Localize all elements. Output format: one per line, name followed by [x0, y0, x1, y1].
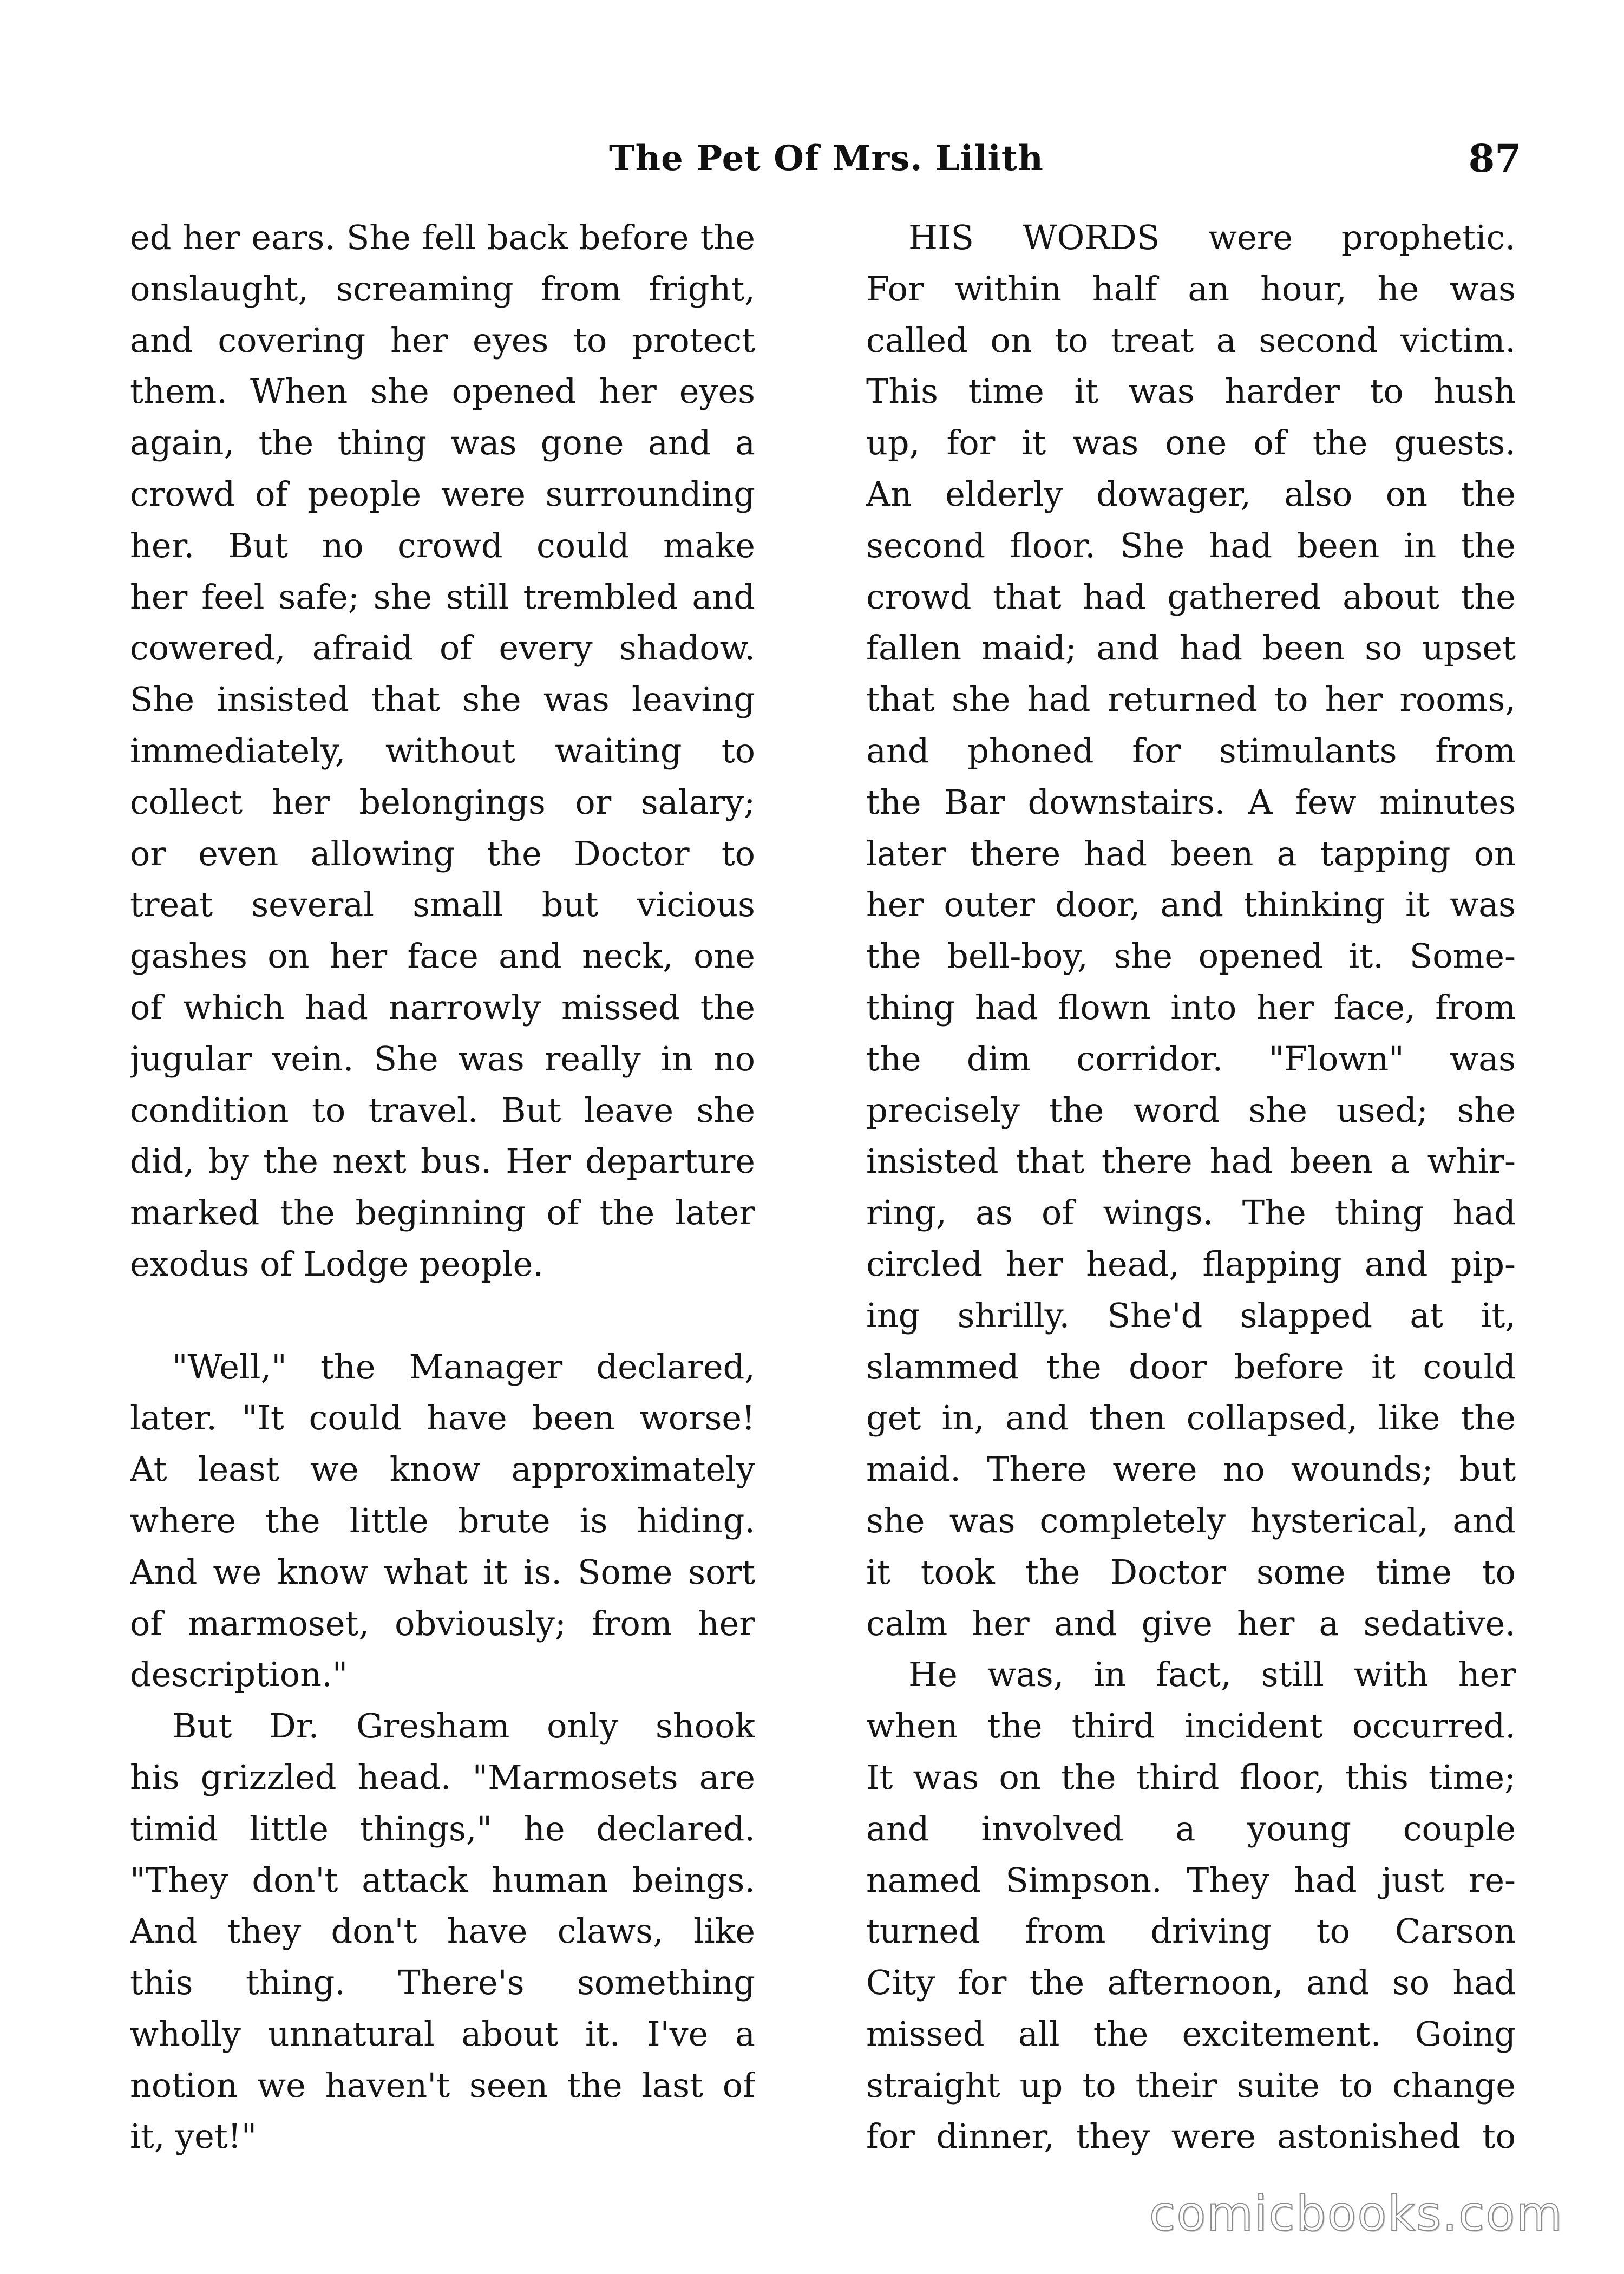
- text-line: This time it was harder to hush: [866, 371, 1516, 411]
- text-line: and involved a young couple: [866, 1808, 1516, 1848]
- text-line: thing had flown into her face, from: [866, 987, 1516, 1027]
- text-line: "Well," the Manager declared,: [172, 1347, 755, 1387]
- text-line: She insisted that she was leaving: [130, 679, 755, 720]
- text-line: her. But no crowd could make: [130, 525, 755, 565]
- text-line: get in, and then collapsed, like the: [866, 1398, 1516, 1438]
- text-line: City for the afternoon, and so had: [866, 1963, 1516, 2003]
- text-line: HIS WORDS were prophetic.: [908, 218, 1516, 257]
- running-title: The Pet Of Mrs. Lilith: [609, 138, 1044, 179]
- text-line: and phoned for stimulants from: [866, 730, 1516, 770]
- text-line: At least we know approximately: [130, 1449, 755, 1489]
- text-line: again, the thing was gone and a: [130, 423, 755, 463]
- text-line: And we know what it is. Some sort: [130, 1552, 755, 1592]
- text-line: circled her head, flapping and pip-: [866, 1244, 1516, 1284]
- text-line: crowd of people were surrounding: [130, 474, 755, 514]
- text-line: fallen maid; and had been so upset: [866, 628, 1516, 668]
- text-line: immediately, without waiting to: [130, 730, 755, 770]
- paragraph: [866, 1649, 1516, 2162]
- paragraph-gap: [130, 1290, 755, 1342]
- text-line: insisted that there had been a whir-: [866, 1141, 1516, 1181]
- text-line: or even allowing the Doctor to: [130, 833, 755, 873]
- text-line: maid. There were no wounds; but: [866, 1449, 1516, 1489]
- text-line: He was, in fact, still with her: [908, 1655, 1516, 1695]
- text-line: calm her and give her a sedative.: [866, 1603, 1516, 1643]
- text-line: treat several small but vicious: [130, 885, 755, 925]
- text-line: An elderly dowager, also on the: [866, 474, 1516, 514]
- paragraph: [866, 212, 1516, 1649]
- text-line: gashes on her face and neck, one: [130, 936, 755, 976]
- text-line: ed her ears. She fell back before the: [130, 218, 755, 257]
- text-line: his grizzled head. "Marmosets are: [130, 1757, 755, 1797]
- text-line: where the little brute is hiding.: [130, 1500, 755, 1540]
- text-line: collect her belongings or salary;: [130, 782, 755, 822]
- text-line: later there had been a tapping on: [866, 833, 1516, 873]
- text-line: "They don't attack human beings.: [130, 1860, 755, 1900]
- text-line: the dim corridor. "Flown" was: [866, 1038, 1516, 1079]
- text-line: called on to treat a second victim.: [866, 320, 1516, 360]
- text-line: precisely the word she used; she: [866, 1090, 1516, 1130]
- text-line: onslaught, screaming from fright,: [130, 269, 755, 309]
- right-text-column: [866, 212, 1516, 2162]
- text-line: did, by the next bus. Her departure: [130, 1141, 755, 1181]
- text-line: her outer door, and thinking it was: [866, 885, 1516, 925]
- paragraph: [130, 1342, 755, 1701]
- text-line: it took the Doctor some time to: [866, 1552, 1516, 1592]
- text-line: It was on the third floor, this time;: [866, 1757, 1516, 1797]
- text-line: of which had narrowly missed the: [130, 987, 755, 1027]
- text-line: timid little things," he declared.: [130, 1808, 755, 1848]
- text-line: she was completely hysterical, and: [866, 1500, 1516, 1540]
- page-number: 87: [1468, 136, 1521, 181]
- text-line: crowd that had gathered about the: [866, 577, 1516, 617]
- text-line: ing shrilly. She'd slapped at it,: [866, 1295, 1516, 1335]
- text-line: her feel safe; she still trembled and: [130, 577, 755, 617]
- text-line: later. "It could have been worse!: [130, 1398, 755, 1438]
- text-line: this thing. There's something: [130, 1963, 755, 2003]
- paragraph: [130, 212, 755, 1290]
- text-line: slammed the door before it could: [866, 1347, 1516, 1387]
- text-line: straight up to their suite to change: [866, 2065, 1516, 2105]
- text-line: wholly unnatural about it. I've a: [130, 2014, 755, 2054]
- text-line: And they don't have claws, like: [130, 1911, 755, 1951]
- text-line: jugular vein. She was really in no: [130, 1038, 755, 1079]
- text-line: notion we haven't seen the last of: [130, 2065, 755, 2105]
- site-watermark: comicbooks.com: [1149, 2186, 1563, 2242]
- text-line: of marmoset, obviously; from her: [130, 1603, 755, 1643]
- text-line: turned from driving to Carson: [866, 1911, 1516, 1951]
- paragraph: [130, 1701, 755, 2162]
- text-line: that she had returned to her rooms,: [866, 679, 1516, 720]
- text-line: up, for it was one of the guests.: [866, 423, 1516, 463]
- text-line: ring, as of wings. The thing had: [866, 1193, 1516, 1233]
- text-line: But Dr. Gresham only shook: [172, 1706, 755, 1746]
- text-line: the Bar downstairs. A few minutes: [866, 782, 1516, 822]
- text-line: marked the beginning of the later: [130, 1193, 755, 1233]
- text-line: it, yet!": [130, 2116, 257, 2157]
- text-line: them. When she opened her eyes: [130, 371, 755, 411]
- text-line: cowered, afraid of every shadow.: [130, 628, 755, 668]
- text-line: and covering her eyes to protect: [130, 320, 755, 360]
- text-line: For within half an hour, he was: [866, 269, 1516, 309]
- text-line: the bell-boy, she opened it. Some-: [866, 936, 1516, 976]
- text-line: when the third incident occurred.: [866, 1706, 1516, 1746]
- text-line: named Simpson. They had just re-: [866, 1860, 1516, 1900]
- text-line: exodus of Lodge people.: [130, 1244, 544, 1284]
- text-line: description.": [130, 1655, 348, 1695]
- page-header: [0, 129, 1624, 188]
- text-line: missed all the excitement. Going: [866, 2014, 1516, 2054]
- text-line: condition to travel. But leave she: [130, 1090, 755, 1130]
- text-line: for dinner, they were astonished to: [866, 2116, 1516, 2157]
- left-text-column: [130, 212, 755, 2162]
- text-line: second floor. She had been in the: [866, 525, 1516, 565]
